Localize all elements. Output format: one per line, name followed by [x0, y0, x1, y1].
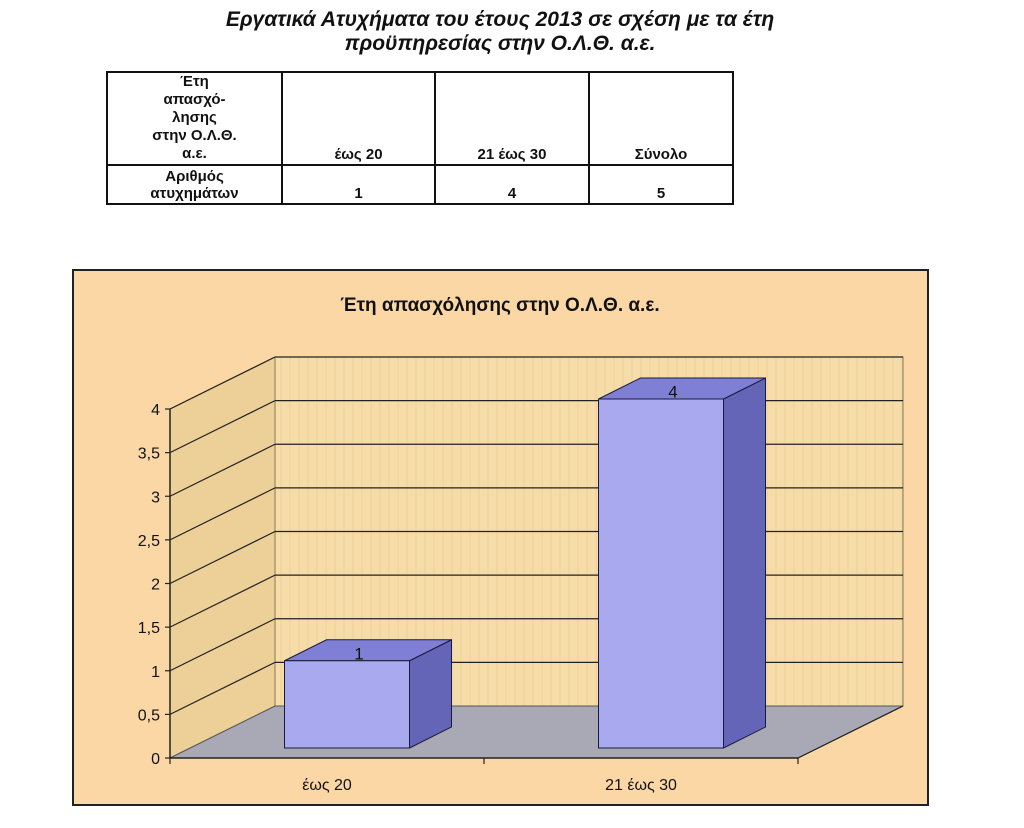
y-tick-label: 1,5	[137, 620, 160, 638]
y-tick-label: 0,5	[137, 707, 160, 725]
data-label: 1	[354, 644, 364, 664]
document-title	[0, 8, 1000, 56]
table-header-label: Έτη απασχό- λησης στην Ο.Λ.Θ. α.ε.	[107, 72, 282, 165]
bar	[285, 661, 410, 748]
table-cell: 4	[435, 165, 589, 204]
y-tick-label: 4	[151, 402, 160, 419]
bar-chart	[72, 269, 929, 806]
y-tick-label: 0	[151, 751, 160, 768]
table-cell: 5	[589, 165, 733, 204]
y-tick-label: 3	[151, 489, 160, 507]
chart-title: Έτη απασχόλησης στην Ο.Λ.Θ. α.ε.	[340, 295, 660, 316]
accidents-table	[106, 71, 734, 205]
y-tick-label: 2	[151, 576, 160, 594]
bar-side	[724, 378, 766, 748]
table-column-header: έως 20	[282, 72, 435, 165]
table-cell: 1	[282, 165, 435, 204]
chart-frame	[72, 269, 929, 806]
document-title-line-2: προϋπηρεσίας στην Ο.Λ.Θ. α.ε.	[344, 32, 656, 55]
table-row	[107, 165, 733, 204]
bar	[599, 399, 724, 748]
data-label: 4	[668, 382, 678, 402]
y-tick-label: 3,5	[137, 445, 160, 463]
document-title-line-1: Εργατικά Ατυχήματα του έτους 2013 σε σχέση με τα έτη	[225, 8, 775, 31]
table-header-row	[107, 72, 733, 165]
table-column-header: 21 έως 30	[435, 72, 589, 165]
x-tick-label: 21 έως 30	[605, 777, 677, 794]
table-row-label: Αριθμός ατυχημάτων	[107, 165, 282, 204]
y-tick-label: 2,5	[137, 532, 160, 550]
table-column-header: Σύνολο	[589, 72, 733, 165]
y-tick-label: 1	[151, 663, 160, 681]
x-tick-label: έως 20	[302, 777, 352, 794]
chart-floor	[170, 706, 903, 758]
